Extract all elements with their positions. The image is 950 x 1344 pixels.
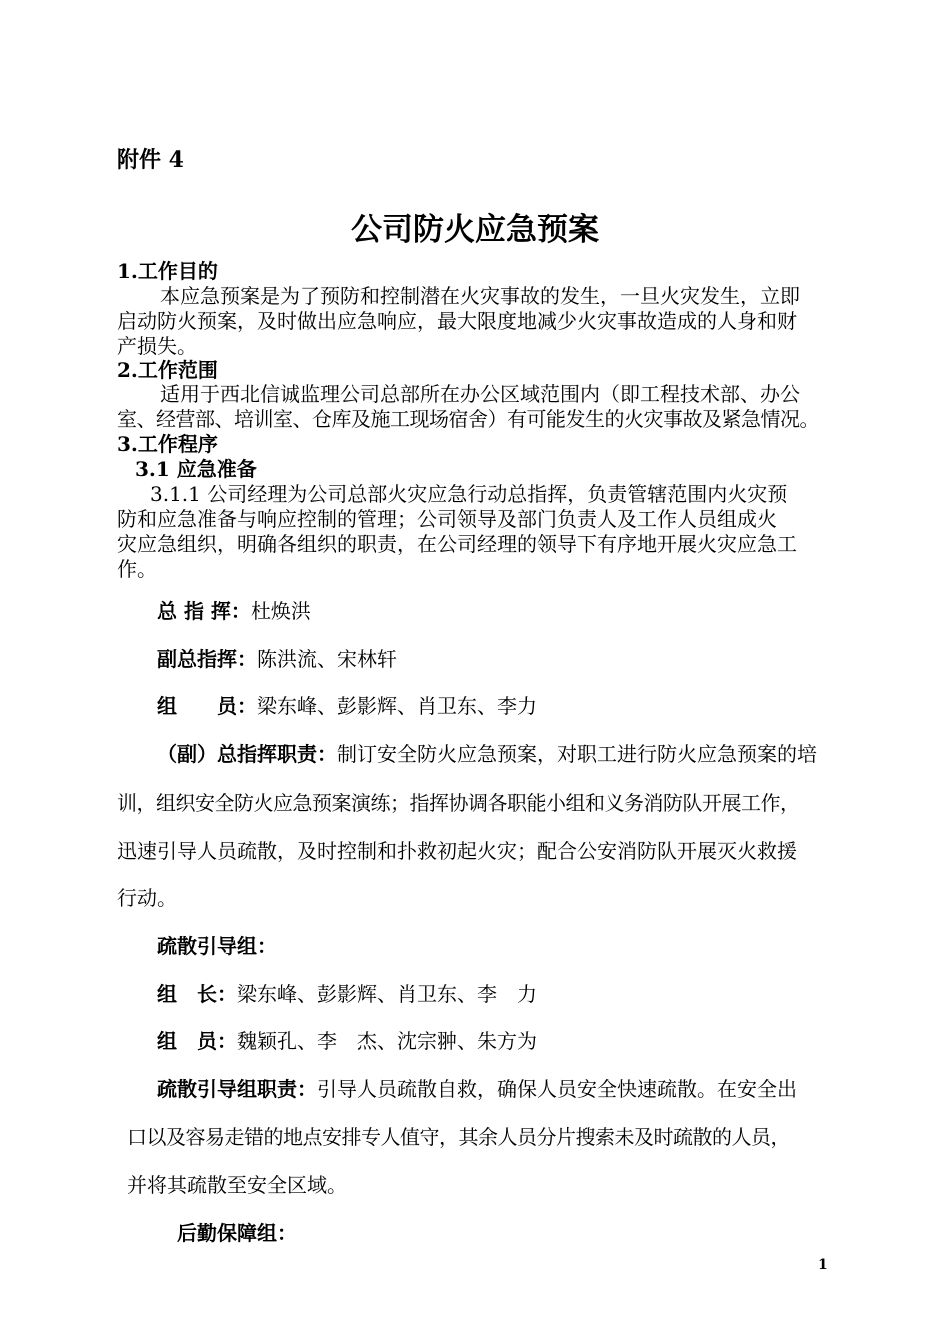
evacuation-members-row [157, 1029, 537, 1053]
command-duty-line: 训，组织安全防火应急预案演练；指挥协调各职能小组和义务消防队开展工作， [117, 791, 800, 815]
deputy-commander-value: 陈洪流、宋林轩 [257, 647, 397, 671]
section-1-body-line: 启动防火预案，及时做出应急响应，最大限度地减少火灾事故造成的人身和财 [117, 309, 797, 333]
evacuation-duty-line: 并将其疏散至安全区域。 [127, 1173, 347, 1197]
attachment-label: 附件 4 [117, 147, 184, 173]
section-3-1-1-body-line: 作。 [117, 557, 157, 581]
evacuation-group-heading: 疏散引导组： [157, 934, 277, 958]
deputy-commander-row [157, 647, 397, 671]
document-title: 公司防火应急预案 [351, 212, 599, 248]
command-members-value: 梁东峰、彭影辉、肖卫东、李力 [257, 694, 537, 718]
command-duty-line: 行动。 [117, 886, 177, 910]
section-3-1-1-body-line: 3.1.1 公司经理为公司总部火灾应急行动总指挥，负责管辖范围内火灾预 [150, 482, 788, 506]
command-duty-row [157, 742, 817, 766]
command-members-label: 组 员： [157, 694, 257, 718]
evacuation-members-value: 魏颖孔、李 杰、沈宗翀、朱方为 [237, 1029, 537, 1053]
evacuation-duty-label: 疏散引导组职责： [157, 1077, 317, 1101]
evacuation-duty-text: 引导人员疏散自救，确保人员安全快速疏散。在安全出 [317, 1077, 797, 1101]
section-2-heading: 2.工作范围 [117, 358, 218, 382]
chief-commander-row [157, 599, 311, 623]
section-1-body-line: 本应急预案是为了预防和控制潜在火灾事故的发生，一旦火灾发生，立即 [160, 284, 800, 308]
section-3-heading: 3.工作程序 [117, 432, 218, 456]
command-duty-line: 迅速引导人员疏散，及时控制和扑救初起火灾；配合公安消防队开展灭火救援 [117, 839, 797, 863]
chief-commander-value: 杜焕洪 [250, 599, 311, 623]
section-3-1-1-body-line: 防和应急准备与响应控制的管理；公司领导及部门负责人及工作人员组成火 [117, 507, 777, 531]
command-duty-text: 制订安全防火应急预案，对职工进行防火应急预案的培 [337, 742, 817, 766]
section-3-1-heading: 3.1 应急准备 [135, 457, 257, 481]
command-members-row [157, 694, 537, 718]
section-2-body-line: 室、经营部、培训室、仓库及施工现场宿舍）有可能发生的火灾事故及紧急情况。 [117, 407, 819, 431]
deputy-commander-label: 副总指挥： [157, 647, 257, 671]
logistics-group-heading: 后勤保障组： [177, 1221, 297, 1245]
chief-commander-label: 总 指 挥： [157, 599, 251, 623]
evacuation-duty-row [157, 1077, 797, 1101]
page-number: 1 [818, 1257, 828, 1273]
section-1-heading: 1.工作目的 [117, 259, 218, 283]
section-1-body-line: 产损失。 [117, 334, 197, 358]
section-2-body-line: 适用于西北信诚监理公司总部所在办公区域范围内（即工程技术部、办公 [160, 382, 800, 406]
evacuation-leader-label: 组 长： [157, 982, 237, 1006]
section-3-1-1-body-line: 灾应急组织，明确各组织的职责，在公司经理的领导下有序地开展火灾应急工 [117, 532, 797, 556]
evacuation-leader-value: 梁东峰、彭影辉、肖卫东、李 力 [237, 982, 537, 1006]
command-duty-label: （副）总指挥职责： [157, 742, 337, 766]
evacuation-duty-line: 口以及容易走错的地点安排专人值守，其余人员分片搜索未及时疏散的人员， [127, 1125, 790, 1149]
evacuation-leader-row [157, 982, 537, 1006]
evacuation-members-label: 组 员： [157, 1029, 237, 1053]
